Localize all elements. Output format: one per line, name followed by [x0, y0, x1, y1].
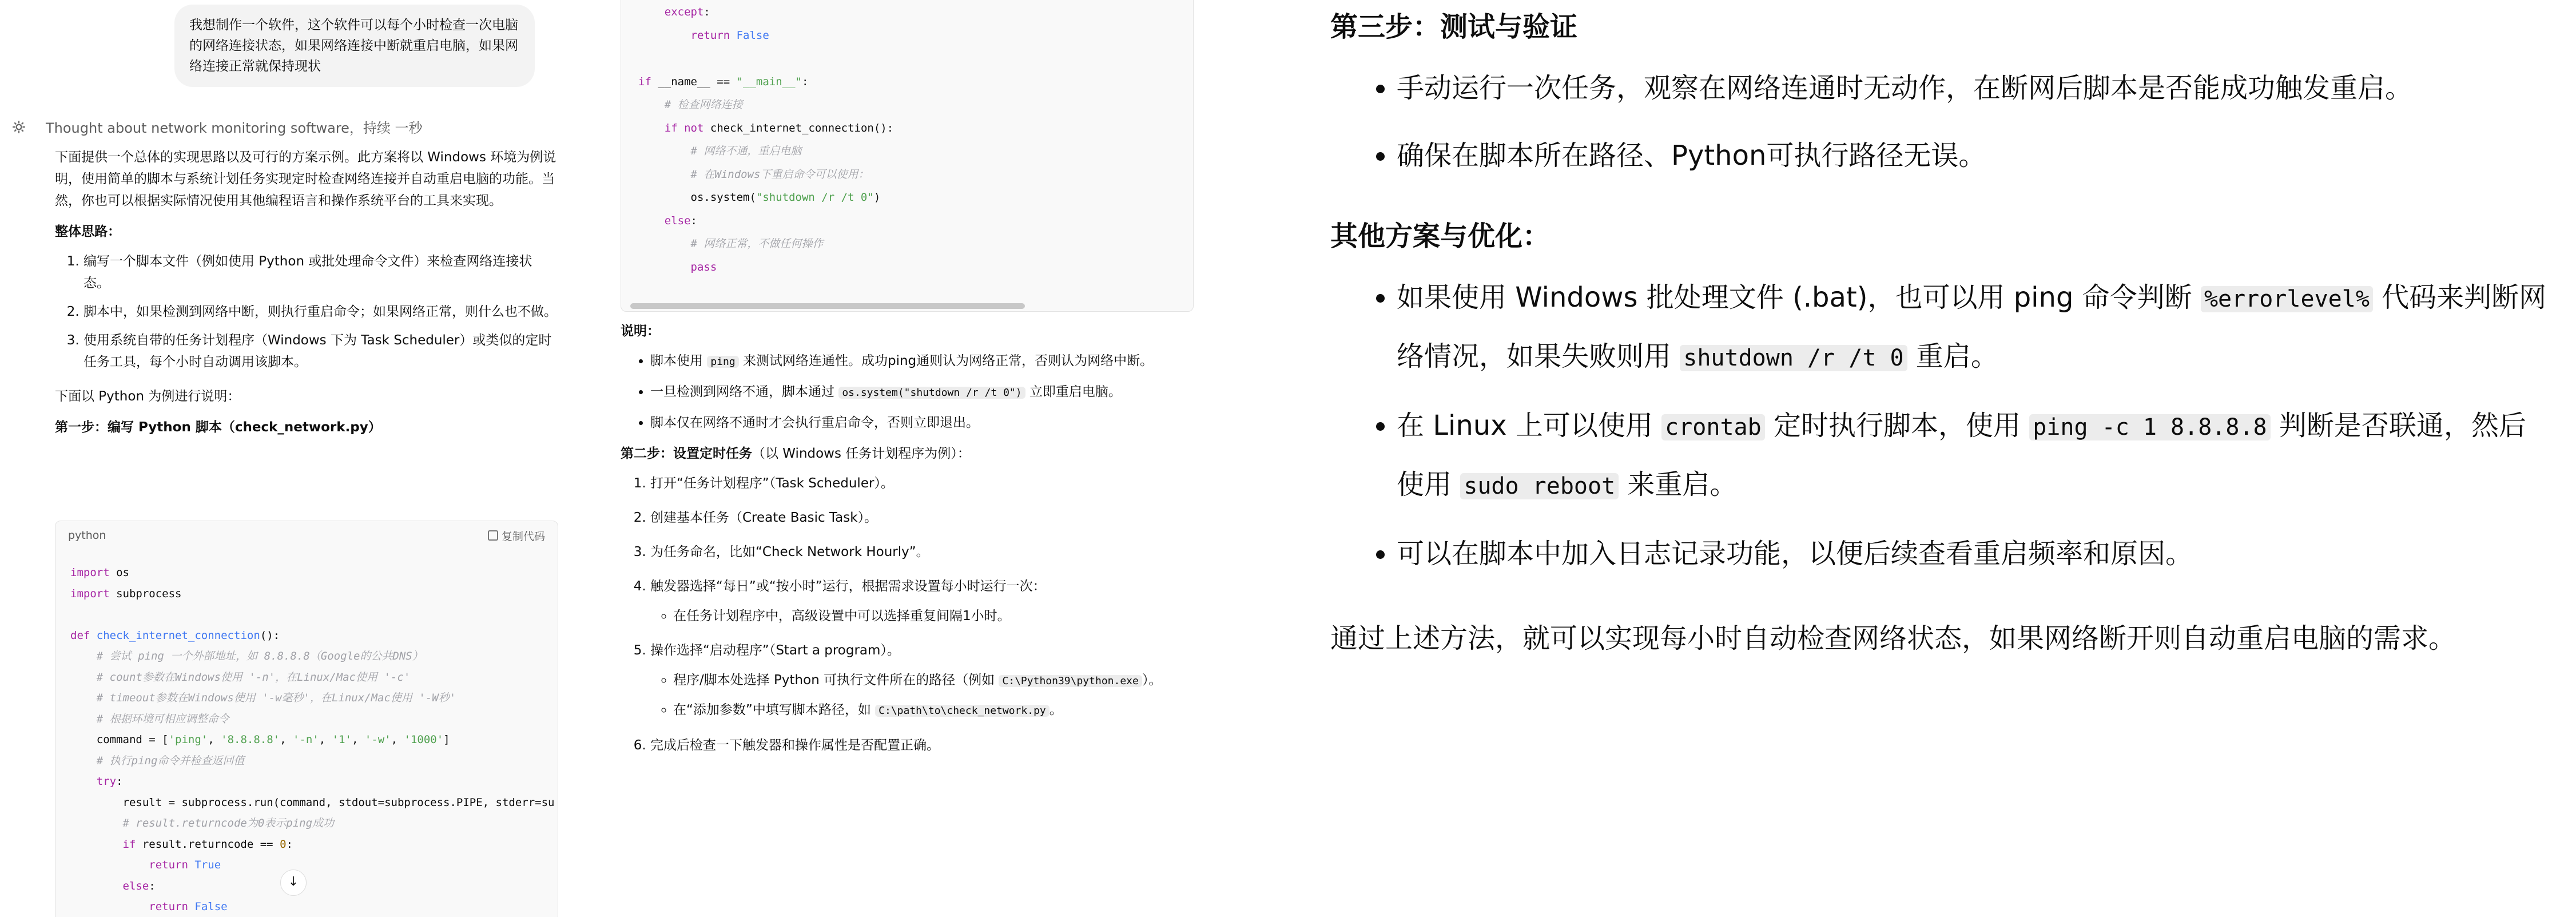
- list-item: • 在 Linux 上可以使用 crontab 定时执行脚本，使用 ping -c 1 8.8.8.8 判断是否联通，然后使用 sudo reboot 来重启。: [1397, 397, 2549, 515]
- step2-note: （以 Windows 任务计划程序为例）：: [752, 446, 971, 461]
- list-item: 3. 使用系统自带的任务计划程序（Windows 下为 Task Scheduler）或类似的定时任务工具，每个小时自动调用该脚本。: [84, 330, 558, 373]
- chat-panel-right: [1293, 0, 2576, 917]
- code-block-header: [55, 521, 558, 550]
- overall-heading: 整体思路：: [55, 224, 121, 239]
- sub-list: [650, 669, 1192, 722]
- copy-code-button[interactable]: [488, 528, 545, 543]
- step2-heading: 第二步：设置定时任务: [621, 446, 752, 461]
- list-item: 1. 打开“任务计划程序”（Task Scheduler）。: [650, 473, 1192, 494]
- list-item: • 脚本使用 ping 来测试网络连通性。成功ping通则认为网络正常，否则认为网络中断。: [650, 350, 1192, 373]
- list-item: • 可以在脚本中加入日志记录功能，以便后续查看重启频率和原因。: [1397, 525, 2549, 582]
- list-item: • 脚本仅在网络不通时才会执行重启命令，否则立即退出。: [650, 412, 1192, 434]
- code-content: except: return False if __name__ == "__main__": # 检查网络连接 if not check_internet_connection(): # 网络不通，重启电脑 # 在Windows下重启命令可以使用： os.system("shutdown /r /t 0") else: # 网络正常，不做任何操作 pass: [638, 6, 894, 273]
- list-item: ◦ 程序/脚本处选择 Python 可执行文件所在的路径（例如 C:\Python39\python.exe ）。: [673, 669, 1192, 692]
- step3-heading: 第三步：测试与验证: [1330, 11, 1578, 43]
- list-item: • 手动运行一次任务，观察在网络连通时无动作，在断网后脚本是否能成功触发重启。: [1397, 59, 2549, 117]
- user-message-bubble: 我想制作一个软件，这个软件可以每个小时检查一次电脑的网络连接状态，如果网络连接中断就重启电脑，如果网络连接正常就保持现状: [174, 5, 535, 87]
- step2-list: [621, 473, 1192, 756]
- list-item: 3. 为任务命名，比如“Check Network Hourly”。: [650, 541, 1192, 563]
- list-item: 5. 操作选择“启动程序”（Start a program）。 ◦ 程序/脚本处选择 Python 可执行文件所在的路径（例如 C:\Python39\python.exe ）。 ◦ 在“添加参数”中填写脚本路径，如 C:\path\to\check_network.py 。: [650, 640, 1192, 722]
- other-list: [1330, 269, 2549, 582]
- code-language: python: [68, 529, 106, 542]
- arrow-down-icon: ↓: [288, 875, 299, 889]
- list-item: • 确保在脚本所在路径、Python可执行路径无误。: [1397, 127, 2549, 184]
- overall-steps-list: [55, 251, 558, 373]
- copy-icon: [488, 530, 498, 541]
- sub-list: [650, 605, 1192, 627]
- explain-list: [621, 350, 1192, 434]
- reasoning-icon: [11, 120, 26, 134]
- horizontal-scrollbar[interactable]: [622, 302, 1191, 310]
- assistant-response-right: [1330, 7, 2549, 667]
- copy-label: 复制代码: [501, 530, 545, 543]
- explain-heading: 说明：: [621, 324, 660, 339]
- list-item: 2. 脚本中，如果检测到网络中断，则执行重启命令；如果网络正常，则什么也不做。: [84, 301, 558, 323]
- list-item: 6. 完成后检查一下触发器和操作属性是否配置正确。: [650, 735, 1192, 756]
- step2-heading-line: [621, 443, 1192, 465]
- scrollbar-thumb[interactable]: [630, 303, 1025, 309]
- assistant-response: [55, 146, 558, 446]
- list-item: • 如果使用 Windows 批处理文件 (.bat)，也可以用 ping 命令判断 %errorlevel% 代码来判断网络情况，如果失败则用 shutdown /r /t 0 重启。: [1397, 269, 2549, 387]
- step3-list: [1330, 59, 2549, 184]
- thought-label: Thought about network monitoring software，持续 一秒: [46, 120, 423, 136]
- thought-summary[interactable]: [11, 117, 423, 137]
- chat-panel-middle: [572, 0, 1281, 917]
- list-item: • 一旦检测到网络不通，脚本通过 os.system("shutdown /r /t 0") 立即重启电脑。: [650, 381, 1192, 404]
- conclusion-paragraph: 通过上述方法，就可以实现每小时自动检查网络状态，如果网络断开则自动重启电脑的需求。: [1330, 622, 2456, 654]
- other-heading: 其他方案与优化：: [1330, 220, 1551, 252]
- list-item: 4. 触发器选择“每日”或“按小时”运行，根据需求设置每小时运行一次： ◦ 在任务计划程序中，高级设置中可以选择重复间隔1小时。: [650, 575, 1192, 627]
- python-intro: 下面以 Python 为例进行说明：: [55, 389, 241, 404]
- code-block-continued: [621, 0, 1194, 312]
- code-block: [55, 521, 558, 917]
- list-item: 1. 编写一个脚本文件（例如使用 Python 或批处理命令文件）来检查网络连接状态。: [84, 251, 558, 294]
- code-content: import os import subprocess def check_internet_connection(): # 尝试 ping 一个外部地址，如 8.8.8.8（Google的公共DNS） # count参数在Windows使用 '-n'，在Linux/Mac使用 '-c' # timeout参数在Windows使用 '-w毫秒'，在Linux/Mac使用 '-W秒' # 根据环境可相应调整命令 command = ['ping', '8.8.8.8', '-n', '1', '-w', '1000'] # 执行ping命令并检查返回值 try: result = subprocess.run(command, stdout=subprocess.PIPE, stderr=su # result.returncode为0表示ping成功 if result.returncode == 0: return True else: return False: [70, 566, 555, 913]
- scroll-down-button[interactable]: [280, 870, 307, 896]
- intro-paragraph: 下面提供一个总体的实现思路以及可行的方案示例。此方案将以 Windows 环境为例说明，使用简单的脚本与系统计划任务实现定时检查网络连接并自动重启电脑的功能。当然，你也可以根据实际情况使用其他编程语言和操作系统平台的工具来实现。: [55, 150, 556, 208]
- list-item: ◦ 在“添加参数”中填写脚本路径，如 C:\path\to\check_network.py 。: [673, 699, 1192, 722]
- assistant-response-middle: [621, 320, 1192, 769]
- list-item: ◦ 在任务计划程序中，高级设置中可以选择重复间隔1小时。: [673, 605, 1192, 627]
- step1-heading: 第一步：编写 Python 脚本（check_network.py）: [55, 420, 381, 435]
- chat-panel-left: [0, 0, 572, 917]
- list-item: 2. 创建基本任务（Create Basic Task）。: [650, 507, 1192, 529]
